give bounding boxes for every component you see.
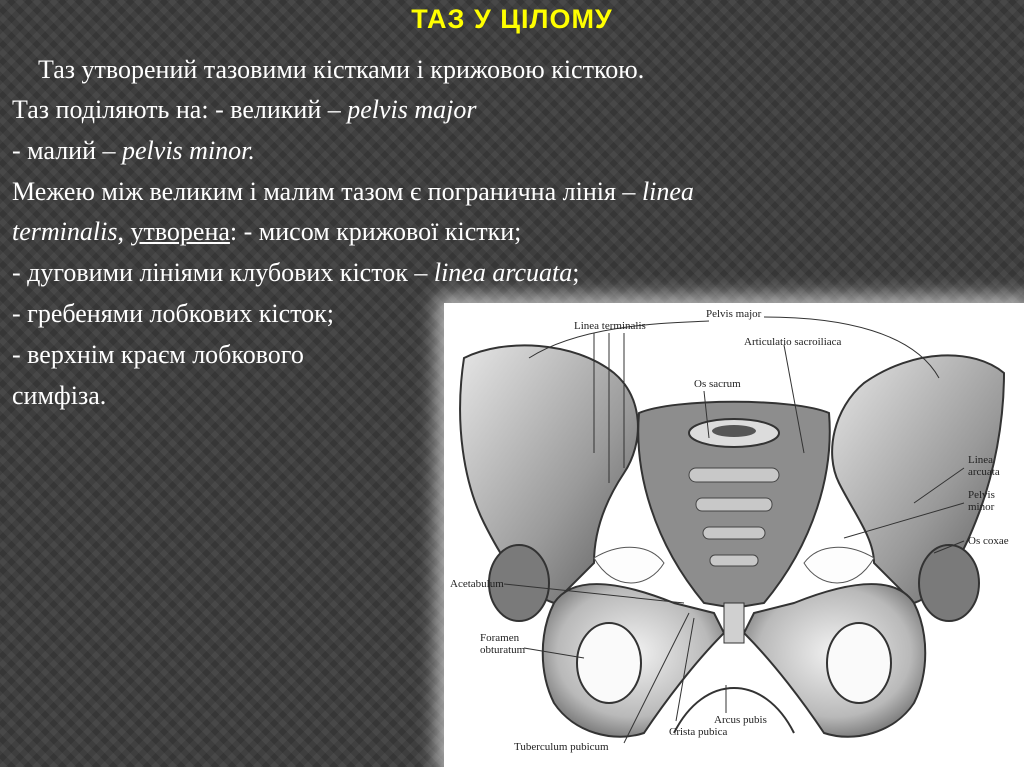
text-pubic-crest: - гребенями лобкових кісток; <box>12 299 335 328</box>
label-linea-terminalis: Linea terminalis <box>574 320 646 332</box>
label-foramen-2: obturatum <box>480 644 526 656</box>
sacral-segment-3 <box>703 527 765 539</box>
text-promontory: : - мисом крижової кістки; <box>229 217 522 246</box>
vertebral-canal <box>712 425 756 437</box>
text-definition: Таз утворений тазовими кістками і крижовою кісткою. <box>38 55 645 84</box>
label-linea-arcuata-1: Linea <box>968 454 994 466</box>
left-inlet <box>594 547 664 583</box>
text-division: Таз поділяють на: - великий – <box>12 95 348 124</box>
label-linea-arcuata-2: arcuata <box>968 466 1000 478</box>
right-foramen <box>827 623 891 703</box>
term-linea-arcuata: linea arcuata <box>433 258 573 287</box>
label-articulatio: Articulatio sacroiliaca <box>744 336 842 348</box>
label-pelvis-major: Pelvis major <box>706 308 762 320</box>
text-line-6 <box>12 256 580 290</box>
text-line-4 <box>12 175 694 209</box>
text-boundary: Межею між великим і малим тазом є погранична лінія – <box>12 177 642 206</box>
text-line-8 <box>12 338 304 372</box>
pelvis-illustration <box>444 303 1024 767</box>
label-pelvis-minor-2: minor <box>968 501 995 513</box>
text-semicolon: ; <box>572 258 580 287</box>
text-line-1 <box>12 53 644 87</box>
sacral-segment-2 <box>696 498 772 511</box>
text-line-9 <box>12 379 106 413</box>
right-inlet <box>804 547 874 583</box>
label-os-sacrum: Os sacrum <box>694 378 741 390</box>
text-symphysis-edge: - верхнім краєм лобкового <box>12 340 304 369</box>
pelvis-drawing <box>444 303 1024 767</box>
text-line-5 <box>12 215 521 249</box>
text-line-3 <box>12 134 255 168</box>
slide-title: ТАЗ У ЦІЛОМУ <box>411 4 613 34</box>
label-foramen-1: Foramen <box>480 632 520 644</box>
term-linea: linea <box>641 177 694 206</box>
sacral-segment-4 <box>710 555 758 566</box>
label-acetabulum: Acetabulum <box>450 578 504 590</box>
term-pelvis-minor: pelvis minor. <box>122 136 255 165</box>
label-crista-pubica: Crista pubica <box>669 726 728 738</box>
label-pelvis-minor-1: Pelvis <box>968 489 995 501</box>
term-terminalis: terminalis <box>12 217 118 246</box>
term-pelvis-major: pelvis major <box>347 95 477 124</box>
right-acetabulum <box>919 545 979 621</box>
text-line-2 <box>12 93 477 127</box>
text-small: - малий – <box>12 136 123 165</box>
text-arcuate: - дуговими лініями клубових кісток – <box>12 258 434 287</box>
symphysis <box>724 603 744 643</box>
text-formed: утворена <box>130 217 230 246</box>
label-os-coxae: Os coxae <box>968 535 1009 547</box>
sacral-segment-1 <box>689 468 779 482</box>
text-symphysis: симфіза. <box>12 381 107 410</box>
left-foramen <box>577 623 641 703</box>
text-comma: , <box>117 217 131 246</box>
text-line-7 <box>12 297 334 331</box>
label-tuberculum: Tuberculum pubicum <box>514 741 609 753</box>
label-arcus-pubis: Arcus pubis <box>714 714 767 726</box>
